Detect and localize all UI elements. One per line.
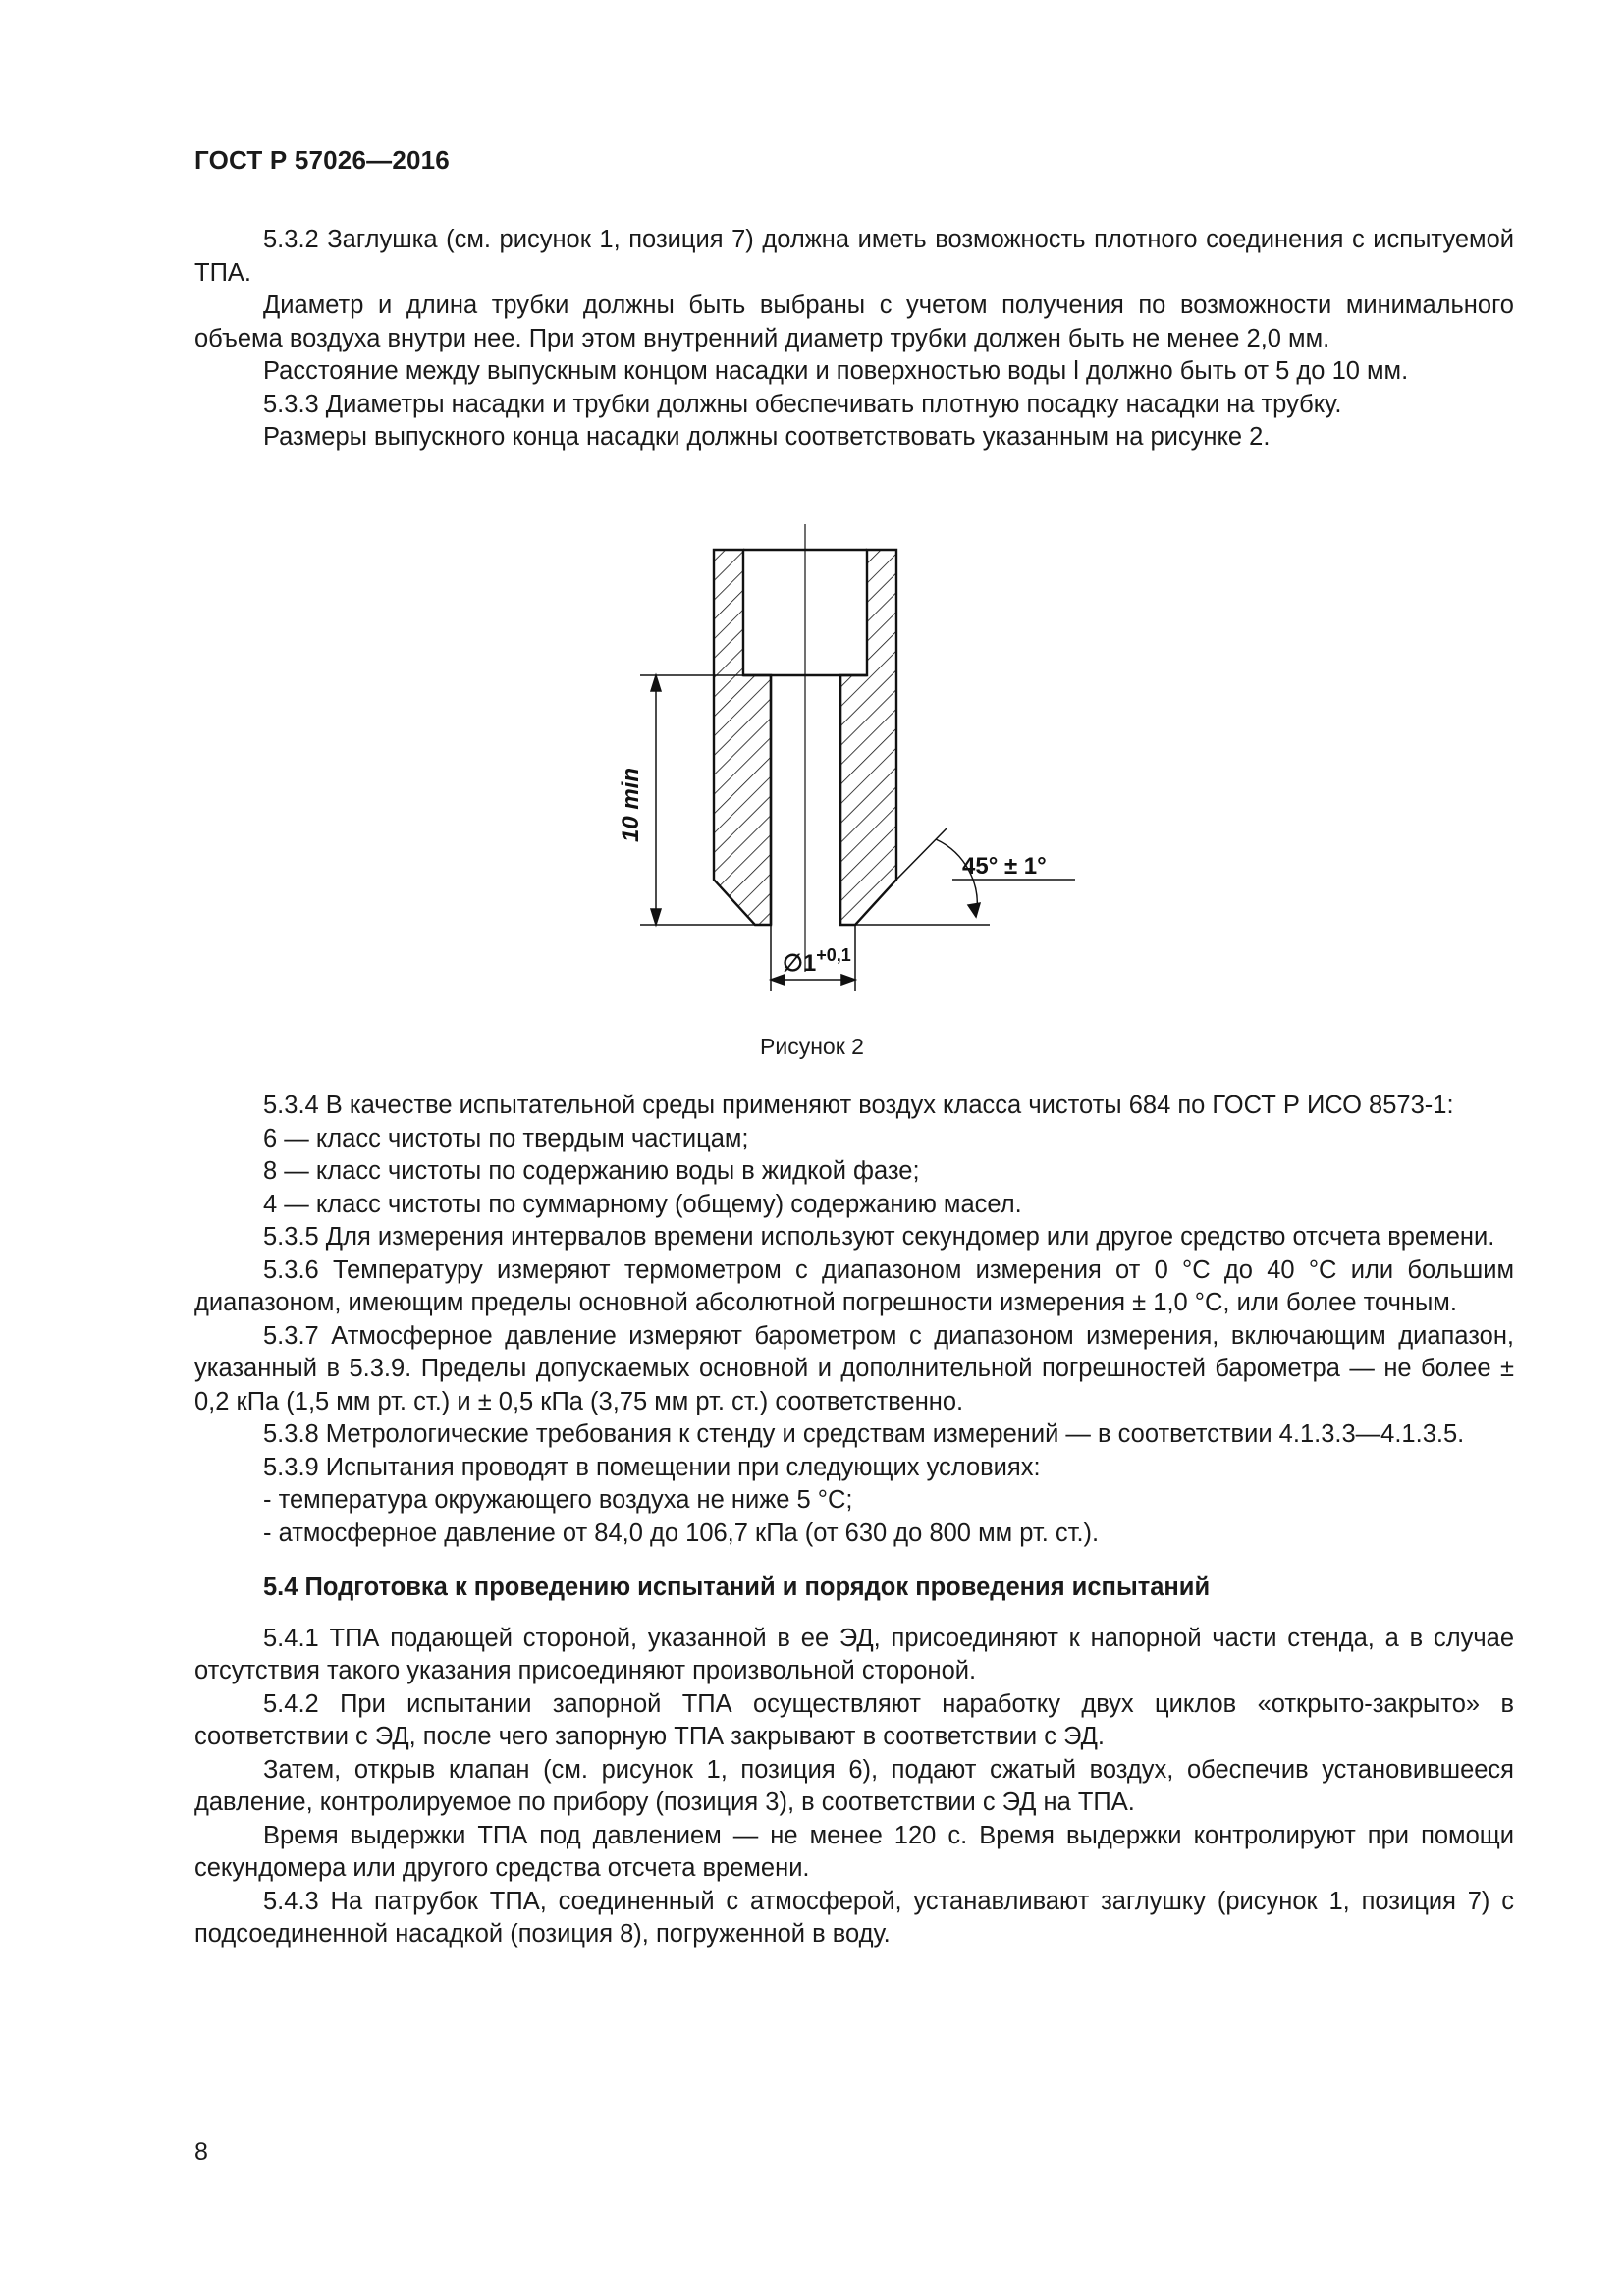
list-item-class-8: 8 — класс чистоты по содержанию воды в жидкой фазе;	[263, 1157, 920, 1185]
paragraph-5-4-3: 5.4.3 На патрубок ТПА, соединенный с атмосферой, устанавливают заглушку (рисунок 1, позиция 7) с подсоединенной насадкой (позиция 8), погруженной в воду.	[194, 1887, 1514, 1948]
paragraph-hold-time: Время выдержки ТПА под давлением — не менее 120 с. Время выдержки контролируют при помощи секундомера или другого средства отсчета времени.	[194, 1821, 1514, 1882]
paragraph-5-3-7: 5.3.7 Атмосферное давление измеряют барометром с диапазоном измерения, включающим диапазон, указанный в 5.3.9. Пределы допускаемых основной и дополнительной погрешностей барометра — не более ± 0,2 кПа (1,5 мм рт. ст.) и ± 0,5 кПа (3,75 мм рт. ст.) соответственно.	[194, 1321, 1514, 1415]
list-item-temperature: - температура окружающего воздуха не ниже 5 °С;	[263, 1486, 853, 1514]
paragraph-5-3-6: 5.3.6 Температуру измеряют термометром с диапазоном измерения от 0 °С до 40 °С или большим диапазоном, имеющим пределы основной абсолютной погрешности измерения ± 1,0 °С, или более точным.	[194, 1255, 1514, 1316]
paragraph-5-4-2: 5.4.2 При испытании запорной ТПА осуществляют наработку двух циклов «открыто-закрыто» в соответствии с ЭД, после чего запорную ТПА закрывают в соответствии с ЭД.	[194, 1689, 1514, 1750]
section-heading-5-4: 5.4 Подготовка к проведению испытаний и порядок проведения испытаний	[263, 1574, 1211, 1601]
paragraph-valve-open: Затем, открыв клапан (см. рисунок 1, позиция 6), подают сжатый воздух, обеспечив установившееся давление, контролируемое по прибору (позиция 3), в соответствии с ЭД на ТПА.	[194, 1755, 1514, 1816]
nozzle-wall-right	[840, 550, 896, 925]
list-item-class-6: 6 — класс чистоты по твердым частицам;	[263, 1124, 749, 1152]
dim-length-label: 10 min	[618, 767, 644, 843]
paragraph-5-3-3: 5.3.3 Диаметры насадки и трубки должны обеспечивать плотную посадку насадки на трубку.	[263, 390, 1342, 418]
dim-diameter-label: ∅1	[783, 950, 817, 977]
dim-diameter-tolerance: +0,1	[816, 945, 851, 965]
text-block-top	[194, 224, 1514, 454]
paragraph-5-3-4: 5.3.4 В качестве испытательной среды применяют воздух класса чистоты 684 по ГОСТ Р ИСО 8573-1:	[263, 1092, 1454, 1119]
paragraph-tube-dimensions: Диаметр и длина трубки должны быть выбраны с учетом получения по возможности минимального объема воздуха внутри нее. При этом внутренний диаметр трубки должен быть не менее 2,0 мм.	[194, 292, 1514, 352]
svg-text:∅1+0,1	[783, 945, 851, 977]
page-number: 8	[194, 2138, 208, 2165]
figure-nozzle-drawing	[589, 510, 1100, 1001]
list-item-pressure: - атмосферное давление от 84,0 до 106,7 кПа (от 630 до 800 мм рт. ст.).	[263, 1519, 1100, 1547]
figure-caption: Рисунок 2	[760, 1034, 864, 1059]
paragraph-5-3-5: 5.3.5 Для измерения интервалов времени используют секундомер или другое средство отсчета времени.	[263, 1223, 1495, 1251]
paragraph-5-3-9: 5.3.9 Испытания проводят в помещении при следующих условиях:	[263, 1453, 1041, 1481]
paragraph-distance: Расстояние между выпускным концом насадки и поверхностью воды l должно быть от 5 до 10 мм.	[263, 357, 1409, 385]
nozzle-drawing	[589, 510, 1100, 1001]
dim-angle-label: 45° ± 1°	[962, 853, 1047, 880]
paragraph-nozzle-size: Размеры выпускного конца насадки должны соответствовать указанным на рисунке 2.	[263, 423, 1271, 451]
paragraph-5-3-2: 5.3.2 Заглушка (см. рисунок 1, позиция 7) должна иметь возможность плотного соединения с испытуемой ТПА.	[194, 226, 1514, 287]
text-block-bottom	[194, 1090, 1514, 1951]
nozzle-wall-left	[714, 550, 771, 925]
document-header: ГОСТ Р 57026—2016	[194, 145, 450, 175]
paragraph-5-3-8: 5.3.8 Метрологические требования к стенду и средствам измерений — в соответствии 4.1.3.3—4.1.3.5.	[263, 1420, 1465, 1448]
paragraph-5-4-1: 5.4.1 ТПА подающей стороной, указанной в ее ЭД, присоединяют к напорной части стенда, а в случае отсутствия такого указания присоединяют произвольной стороной.	[194, 1624, 1514, 1684]
list-item-class-4: 4 — класс чистоты по суммарному (общему) содержанию масел.	[263, 1190, 1022, 1218]
